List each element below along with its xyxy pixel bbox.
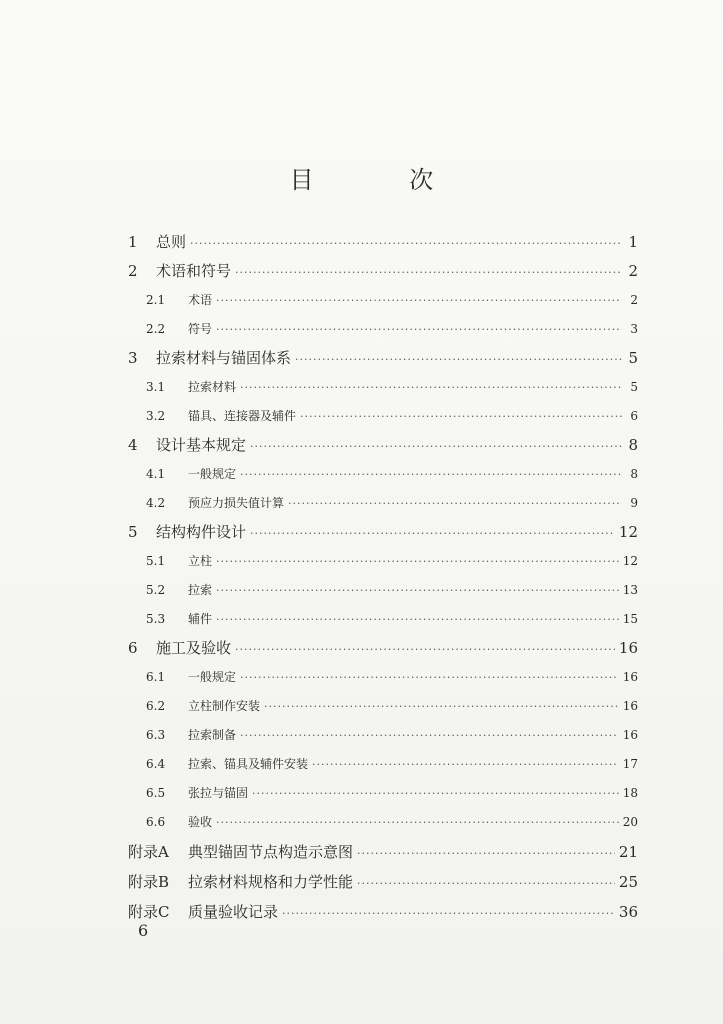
toc-entry-page: 15	[622, 612, 638, 626]
toc-entry	[128, 837, 638, 867]
toc-entry-number: 3	[128, 349, 138, 367]
toc-leader-dots	[216, 547, 619, 576]
toc-entry-page: 2	[630, 293, 638, 307]
toc-entry-page: 6	[630, 409, 638, 423]
toc-entry	[128, 867, 638, 897]
toc-leader-dots	[252, 779, 619, 808]
toc-leader-dots	[357, 869, 615, 899]
toc-entry-number: 2.1	[146, 293, 166, 307]
toc-entry	[128, 344, 638, 373]
toc-leader-dots	[190, 229, 622, 258]
toc-entry-number: 5.3	[146, 612, 166, 626]
toc-leader-dots	[288, 489, 622, 518]
toc-entry	[128, 489, 638, 518]
toc-entry-page: 16	[618, 639, 638, 657]
toc-entry-number: 附录C	[128, 903, 170, 921]
toc-leader-dots	[216, 808, 619, 837]
toc-entry-page: 8	[630, 467, 638, 481]
toc-entry	[128, 779, 638, 808]
toc-entry-label: 一般规定	[188, 467, 237, 481]
toc-entry-number: 6.1	[146, 670, 166, 684]
toc-entry-number: 6	[128, 639, 138, 657]
toc-entry-page: 16	[622, 670, 638, 684]
toc-entry-number: 1	[128, 233, 138, 251]
toc-leader-dots	[235, 635, 615, 664]
toc-entry-page: 13	[622, 583, 638, 597]
toc-entry	[128, 750, 638, 779]
toc-entry-label: 拉索	[188, 583, 213, 597]
toc-entry-label: 质量验收记录	[188, 903, 279, 921]
toc-leader-dots	[357, 839, 615, 869]
toc-entry-label: 拉索制备	[188, 728, 237, 742]
toc-entry-label: 设计基本规定	[156, 436, 247, 454]
toc-entry-page: 5	[628, 349, 638, 367]
toc-entry	[128, 518, 638, 547]
toc-entry	[128, 547, 638, 576]
toc-entry-label: 拉索材料规格和力学性能	[188, 873, 354, 891]
toc-entry-page: 2	[628, 262, 638, 280]
toc-entry-number: 附录B	[128, 873, 170, 891]
toc-entry	[128, 605, 638, 634]
toc-entry-number: 4.2	[146, 496, 166, 510]
toc-leader-dots	[216, 315, 622, 344]
toc-entry-label: 典型锚固节点构造示意图	[188, 843, 354, 861]
toc-entry-page: 1	[628, 233, 638, 251]
toc-entry	[128, 402, 638, 431]
toc-entry	[128, 634, 638, 663]
toc-entry-label: 预应力损失值计算	[188, 496, 285, 510]
toc-leader-dots	[216, 576, 619, 605]
toc-entry-number: 4.1	[146, 467, 166, 481]
toc-entry-page: 17	[622, 757, 638, 771]
toc-entry-page: 5	[630, 380, 638, 394]
toc-leader-dots	[240, 460, 622, 489]
toc-entry-page: 16	[622, 699, 638, 713]
toc-entry	[128, 721, 638, 750]
toc-leader-dots	[250, 432, 622, 461]
toc-entry-label: 结构构件设计	[156, 523, 247, 541]
table-of-contents	[128, 228, 638, 927]
page-number: 6	[138, 921, 149, 940]
toc-entry-page: 21	[618, 843, 638, 861]
toc-entry-label: 总则	[156, 233, 187, 251]
toc-entry	[128, 315, 638, 344]
toc-entry-page: 20	[622, 815, 638, 829]
toc-leader-dots	[240, 663, 619, 692]
toc-entry-label: 施工及验收	[156, 639, 232, 657]
toc-leader-dots	[312, 750, 619, 779]
toc-entry-number: 附录A	[128, 843, 169, 861]
toc-entry	[128, 663, 638, 692]
toc-entry	[128, 576, 638, 605]
toc-leader-dots	[216, 286, 622, 315]
toc-leader-dots	[300, 402, 622, 431]
toc-entry-label: 拉索、锚具及辅件安装	[188, 757, 309, 771]
toc-entry	[128, 808, 638, 837]
toc-entry-number: 3.2	[146, 409, 166, 423]
toc-entry-label: 拉索材料与锚固体系	[156, 349, 292, 367]
page-title: 目 次	[289, 166, 478, 194]
toc-entry	[128, 692, 638, 721]
toc-entry-number: 5	[128, 523, 138, 541]
toc-entry-page: 3	[630, 322, 638, 336]
toc-entry-label: 张拉与锚固	[188, 786, 249, 800]
toc-leader-dots	[235, 258, 622, 287]
toc-leader-dots	[216, 605, 619, 634]
toc-entry-number: 2	[128, 262, 138, 280]
toc-leader-dots	[250, 519, 615, 548]
toc-entry-number: 3.1	[146, 380, 166, 394]
toc-entry-page: 9	[630, 496, 638, 510]
toc-entry-page: 36	[618, 903, 638, 921]
toc-entry	[128, 373, 638, 402]
toc-entry-page: 18	[622, 786, 638, 800]
toc-entry-number: 5.2	[146, 583, 166, 597]
toc-entry-number: 6.3	[146, 728, 166, 742]
toc-entry-number: 6.4	[146, 757, 166, 771]
toc-entry-label: 辅件	[188, 612, 213, 626]
toc-entry	[128, 257, 638, 286]
toc-entry-page: 12	[622, 554, 638, 568]
toc-entry-label: 一般规定	[188, 670, 237, 684]
toc-entry	[128, 286, 638, 315]
toc-entry-number: 5.1	[146, 554, 166, 568]
toc-leader-dots	[240, 373, 622, 402]
toc-entry-label: 拉索材料	[188, 380, 237, 394]
toc-entry-number: 6.2	[146, 699, 166, 713]
toc-entry-page: 8	[628, 436, 638, 454]
toc-entry-number: 2.2	[146, 322, 166, 336]
toc-entry	[128, 228, 638, 257]
toc-entry-label: 立柱制作安装	[188, 699, 261, 713]
toc-entry-page: 25	[618, 873, 638, 891]
toc-entry-page: 12	[618, 523, 638, 541]
toc-leader-dots	[295, 345, 622, 374]
toc-entry-label: 术语	[188, 293, 213, 307]
toc-entry	[128, 431, 638, 460]
toc-entry-number: 6.5	[146, 786, 166, 800]
toc-entry	[128, 460, 638, 489]
toc-entry-number: 4	[128, 436, 138, 454]
toc-leader-dots	[282, 899, 615, 929]
toc-entry-label: 锚具、连接器及辅件	[188, 409, 297, 423]
toc-entry-label: 立柱	[188, 554, 213, 568]
toc-leader-dots	[240, 721, 619, 750]
toc-entry-label: 符号	[188, 322, 213, 336]
toc-entry-number: 6.6	[146, 815, 166, 829]
toc-entry-label: 术语和符号	[156, 262, 232, 280]
toc-entry	[128, 897, 638, 927]
toc-entry-label: 验收	[188, 815, 213, 829]
toc-leader-dots	[264, 692, 619, 721]
toc-entry-page: 16	[622, 728, 638, 742]
